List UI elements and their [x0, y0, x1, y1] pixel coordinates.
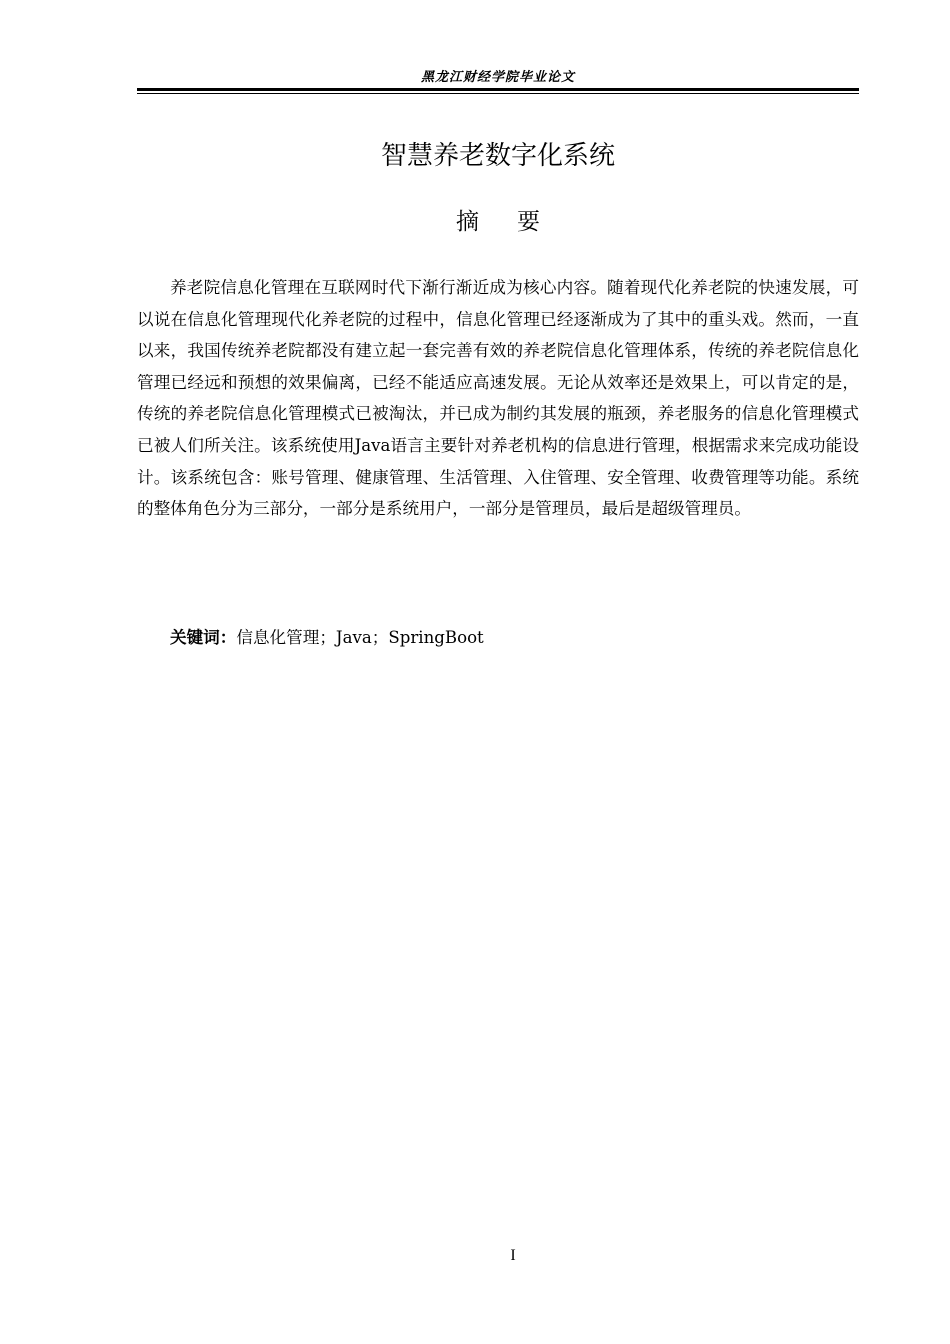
- page-number: I: [510, 1247, 516, 1264]
- keywords-line: [170, 624, 859, 652]
- header-rule-thick: [137, 88, 859, 91]
- keywords-label: 关键词：: [170, 628, 237, 647]
- document-title: 智慧养老数字化系统: [380, 141, 615, 171]
- page-header: 黑龙江财经学院毕业论文: [420, 70, 575, 85]
- abstract-body: 养老院信息化管理在互联网时代下渐行渐近成为核心内容。随着现代化养老院的快速发展，可以说在信息化管理现代化养老院的过程中，信息化管理已经逐渐成为了其中的重头戏。然而，一直以来，我国传统养老院都没有建立起一套完善有效的养老院信息化管理体系，传统的养老院信息化管理已经远和预想的效果偏离，已经不能适应高速发展。无论从效率还是效果上，可以肯定的是，传统的养老院信息化管理模式已被淘汰，并已成为制约其发展的瓶颈，养老服务的信息化管理模式已被人们所关注。该系统使用Java语言主要针对养老机构的信息进行管理，根据需求来完成功能设计。该系统包含：账号管理、健康管理、生活管理、入住管理、安全管理、收费管理等功能。系统的整体角色分为三部分，一部分是系统用户，一部分是管理员，最后是超级管理员。: [137, 278, 859, 519]
- keywords-value: 信息化管理；Java；SpringBoot: [236, 628, 484, 647]
- abstract-heading: 摘要: [456, 209, 578, 235]
- header-rule-thin: [137, 93, 859, 94]
